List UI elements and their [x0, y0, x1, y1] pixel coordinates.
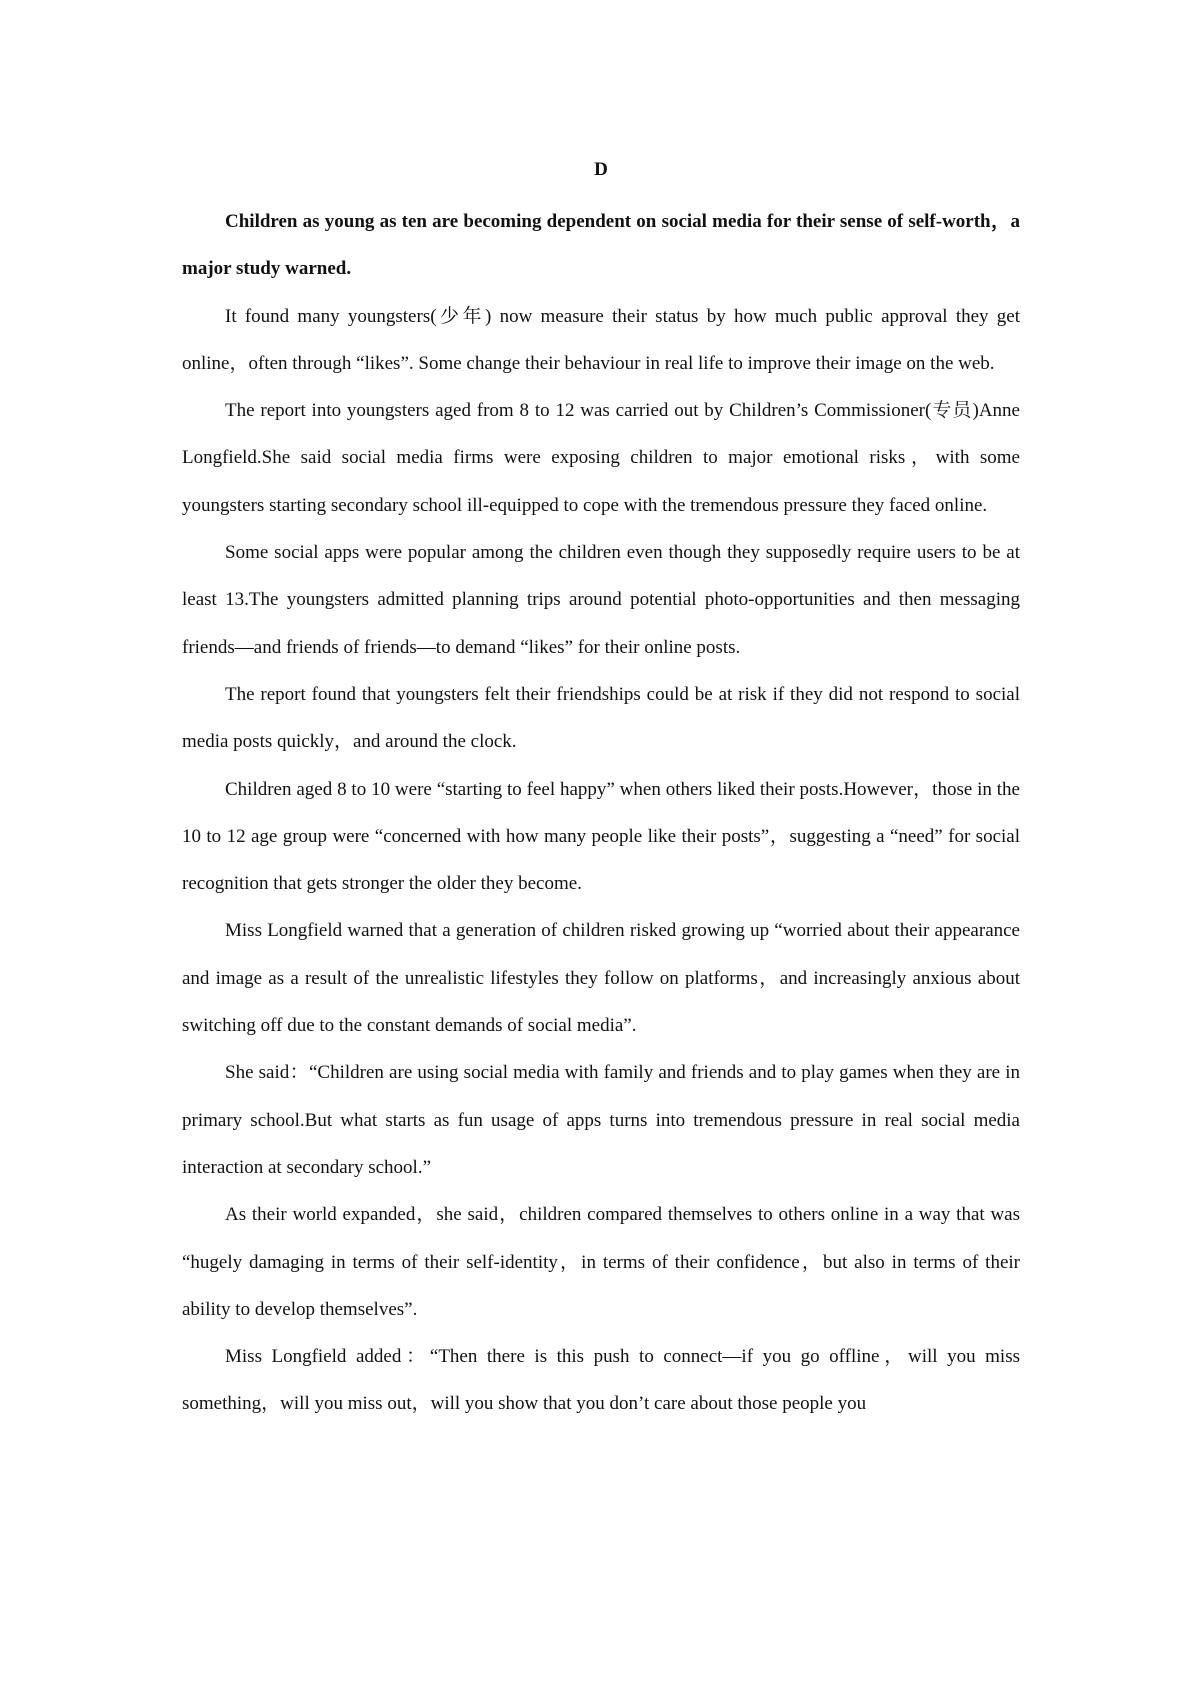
document-page: [182, 150, 1020, 1428]
body-paragraph: Miss Longfield warned that a generation of children risked growing up “worried about their appearance and image as a result of the unrealistic lifestyles they follow on platforms，and increasingly anxious about switching off due to the constant demands of social media”.: [182, 920, 1020, 1037]
body-paragraph: Some social apps were popular among the children even though they supposedly require users to be at least 13.The youngsters admitted planning trips around potential photo-opportunities and then messaging friends—and friends of friends—to demand “likes” for their online posts.: [182, 542, 1020, 658]
body-paragraph: It found many youngsters(少年) now measure their status by how much public approval they get online，often through “likes”. Some change their behaviour in real life to improve their image on the web.: [182, 305, 1020, 374]
body-paragraph: Miss Longfield added：“Then there is this push to connect—if you go offline，will you miss something，will you miss out，will you show that you don’t care about those people you: [182, 1346, 1020, 1415]
lead-paragraph: Children as young as ten are becoming dependent on social media for their sense of self-worth，a major study warned.: [182, 211, 1020, 280]
body-paragraph: Children aged 8 to 10 were “starting to feel happy” when others liked their posts.However，those in the 10 to 12 age group were “concerned with how many people like their posts”，suggesting a “need” for social recognition that gets stronger the older they become.: [182, 778, 1020, 895]
body-paragraph: The report found that youngsters felt their friendships could be at risk if they did not respond to social media posts quickly，and around the clock.: [182, 683, 1020, 753]
section-heading: D: [594, 159, 608, 180]
body-paragraph: As their world expanded，she said，children compared themselves to others online in a way that was “hugely damaging in terms of their self-identity，in terms of their confidence，but also in terms of their ability to develop themselves”.: [182, 1204, 1020, 1320]
body-paragraph: The report into youngsters aged from 8 to 12 was carried out by Children’s Commissioner(专员)Anne Longfield.She said social media firms were exposing children to major emotional risks，with some youngsters starting secondary school ill-equipped to cope with the tremendous pressure they faced online.: [182, 400, 1020, 516]
body-paragraph: She said：“Children are using social media with family and friends and to play games when they are in primary school.But what starts as fun usage of apps turns into tremendous pressure in real social media interaction at secondary school.”: [182, 1062, 1020, 1178]
